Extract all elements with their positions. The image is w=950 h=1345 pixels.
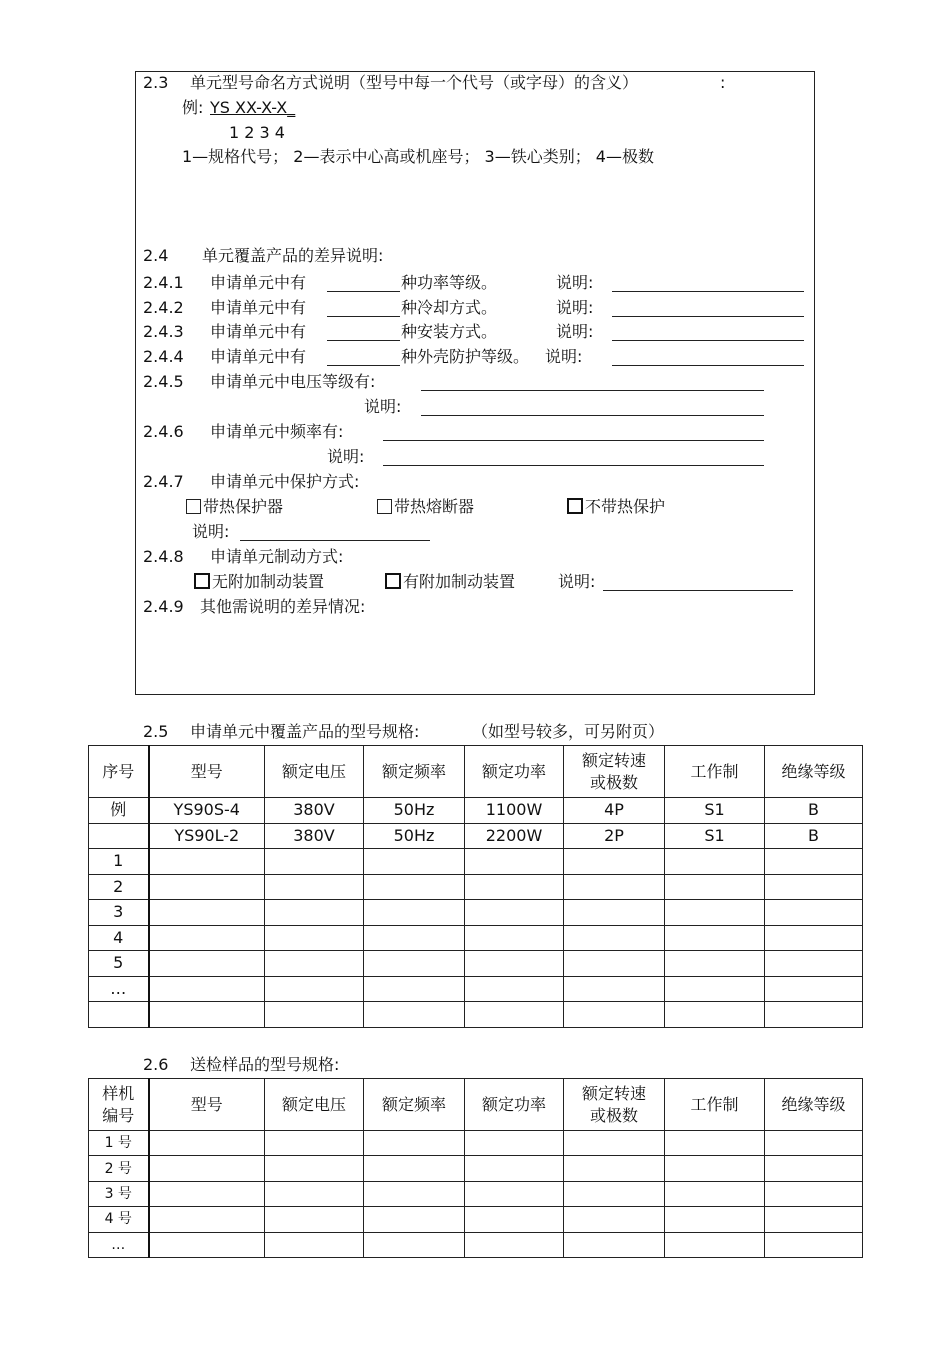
item-243-count-field[interactable] [327,340,400,341]
table-cell[interactable] [265,1181,364,1206]
table-cell[interactable] [564,849,665,875]
table-cell: YS90L-2 [149,823,265,849]
table-cell[interactable] [564,1156,665,1181]
s24-num: 2.4 [143,246,169,265]
item-242-count-field[interactable] [327,316,400,317]
table-row [89,1232,863,1257]
table-cell[interactable] [564,976,665,1002]
sample-spec-table [88,1078,863,1258]
item-245-num: 2.4.5 [143,372,184,391]
table-cell[interactable] [149,951,265,977]
row-index-cell: … [89,1232,149,1257]
table-cell[interactable] [465,849,564,875]
table-cell[interactable] [564,874,665,900]
table-cell[interactable] [364,1002,465,1028]
table-row [89,849,863,875]
table-cell: 1100W [465,798,564,824]
item-243-note-field[interactable] [612,340,804,341]
row-index-cell: 5 [89,951,149,977]
table-header-row [89,746,863,798]
table-cell[interactable] [149,1156,265,1181]
item-249-label: 其他需说明的差异情况: [200,597,366,616]
s26-title: 送检样品的型号规格: [190,1055,340,1074]
option-with-brake[interactable] [385,572,515,592]
item-247-note: 说明: [192,522,230,541]
item-249-num: 2.4.9 [143,597,184,616]
table-cell[interactable] [665,849,765,875]
table-cell[interactable] [364,874,465,900]
column-header: 额定功率 [465,746,564,798]
column-header: 额定频率 [364,746,465,798]
table-cell[interactable] [265,951,364,977]
option-no-brake-label: 无附加制动装置 [212,572,325,591]
checkbox-icon[interactable] [385,573,401,589]
s25-num: 2.5 [143,722,169,741]
item-245-label: 申请单元中电压等级有: [210,372,376,391]
row-index-cell: 2 号 [89,1156,149,1181]
table-cell[interactable] [364,900,465,926]
table-cell[interactable] [665,1156,765,1181]
column-header: 绝缘等级 [765,746,863,798]
item-243-tail: 种安装方式。 [401,322,498,341]
table-cell[interactable] [364,1181,465,1206]
table-cell[interactable] [265,976,364,1002]
table-cell[interactable] [564,1002,665,1028]
table-cell[interactable] [765,1002,863,1028]
item-243-lead: 申请单元中有 [210,322,307,341]
item-241-lead: 申请单元中有 [210,273,307,292]
table-cell: YS90S-4 [149,798,265,824]
table-cell[interactable] [465,976,564,1002]
column-header: 额定转速 或极数 [564,1079,665,1131]
item-246-frequency-field[interactable] [383,440,764,441]
table-cell[interactable] [265,1207,364,1232]
s23-num: 2.3 [143,73,169,92]
row-index-cell: … [89,976,149,1002]
table-row [89,874,863,900]
table-cell[interactable] [564,1131,665,1156]
table-cell[interactable] [465,1232,564,1257]
table-cell[interactable] [149,1207,265,1232]
table-cell: 50Hz [364,798,465,824]
table-cell[interactable] [665,874,765,900]
table-cell[interactable] [149,1232,265,1257]
row-index-cell[interactable] [89,1002,149,1028]
table-cell: 4P [564,798,665,824]
item-244-note-field[interactable] [612,365,804,366]
table-cell: S1 [665,798,765,824]
table-cell[interactable] [665,900,765,926]
table-row [89,951,863,977]
table-cell[interactable] [149,874,265,900]
table-cell[interactable] [465,1181,564,1206]
table-cell[interactable] [665,1232,765,1257]
table-cell[interactable] [265,900,364,926]
table-cell[interactable] [765,874,863,900]
row-index-cell: 1 号 [89,1131,149,1156]
s25-title: 申请单元中覆盖产品的型号规格: [190,722,420,741]
item-248-label: 申请单元制动方式: [210,547,344,566]
column-header: 额定电压 [265,1079,364,1131]
table-cell[interactable] [765,976,863,1002]
table-cell: 2P [564,823,665,849]
table-row [89,798,863,824]
checkbox-icon[interactable] [567,498,583,514]
s23-title: 单元型号命名方式说明（型号中每一个代号（或字母）的含义） [190,73,639,92]
item-246-note-field[interactable] [383,465,764,466]
table-cell[interactable] [364,925,465,951]
table-cell[interactable] [149,925,265,951]
column-header: 型号 [149,1079,265,1131]
s23-colon: : [720,73,726,92]
item-241-num: 2.4.1 [143,273,184,292]
row-index-cell: 例 [89,798,149,824]
table-cell: 380V [265,823,364,849]
option-with-brake-label: 有附加制动装置 [403,572,516,591]
table-cell[interactable] [765,1156,863,1181]
option-thermal-protector-label: 带热保护器 [203,497,284,516]
table-cell[interactable] [765,1131,863,1156]
table-cell[interactable] [564,925,665,951]
item-245-note-field[interactable] [421,415,764,416]
option-thermal-fuse[interactable] [377,497,474,517]
table-cell[interactable] [564,900,665,926]
table-cell[interactable] [149,1002,265,1028]
item-248-note-field[interactable] [603,590,793,591]
row-index-cell: 3 [89,900,149,926]
table-cell[interactable] [265,1156,364,1181]
table-row [89,1181,863,1206]
table-row [89,1207,863,1232]
column-header: 绝缘等级 [765,1079,863,1131]
table-cell[interactable] [665,1207,765,1232]
table-cell[interactable] [765,1232,863,1257]
table-cell[interactable] [364,1232,465,1257]
s23-legend: 1—规格代号； 2—表示中心高或机座号； 3—铁心类别； 4—极数 [182,147,654,166]
option-no-thermal-protection-label: 不带热保护 [585,497,666,516]
item-247-label: 申请单元中保护方式: [210,472,360,491]
item-242-num: 2.4.2 [143,298,184,317]
checkbox-icon[interactable] [377,499,392,514]
item-245-note: 说明: [364,397,402,416]
table-cell[interactable] [465,1002,564,1028]
table-cell[interactable] [364,1131,465,1156]
table-cell[interactable] [149,1181,265,1206]
table-cell: 50Hz [364,823,465,849]
s23-example-prefix: 例: [182,98,204,117]
table-cell[interactable] [765,1207,863,1232]
s24-title: 单元覆盖产品的差异说明: [202,246,384,265]
column-header: 额定功率 [465,1079,564,1131]
column-header: 样机 编号 [89,1079,149,1131]
column-header: 额定转速 或极数 [564,746,665,798]
table-cell[interactable] [665,1181,765,1206]
table-cell[interactable] [665,925,765,951]
table-cell: S1 [665,823,765,849]
table-cell[interactable] [465,1131,564,1156]
table-cell[interactable] [665,976,765,1002]
model-spec-table [88,745,863,1028]
table-cell[interactable] [265,1002,364,1028]
option-thermal-protector[interactable] [186,497,283,517]
table-cell[interactable] [665,1002,765,1028]
table-cell[interactable] [465,951,564,977]
table-cell: 2200W [465,823,564,849]
item-246-label: 申请单元中频率有: [210,422,344,441]
item-241-tail: 种功率等级。 [401,273,498,292]
s23-example-model: YS XX-X-X_ [210,98,296,117]
table-row [89,900,863,926]
table-cell[interactable] [364,1207,465,1232]
row-index-cell[interactable] [89,823,149,849]
column-header: 工作制 [665,746,765,798]
item-246-note: 说明: [327,447,365,466]
table-cell[interactable] [765,849,863,875]
item-244-lead: 申请单元中有 [210,347,307,366]
item-247-note-field[interactable] [240,540,430,541]
table-row [89,1131,863,1156]
row-index-cell: 4 号 [89,1207,149,1232]
item-241-note-field[interactable] [612,291,804,292]
table-cell[interactable] [265,1131,364,1156]
table-row [89,925,863,951]
table-cell: B [765,798,863,824]
table-cell: 380V [265,798,364,824]
table-cell[interactable] [364,849,465,875]
table-cell[interactable] [265,849,364,875]
s23-digits: 1 2 3 4 [229,123,285,142]
table-cell[interactable] [765,1181,863,1206]
item-244-num: 2.4.4 [143,347,184,366]
item-241-note: 说明: [556,273,594,292]
option-thermal-fuse-label: 带热熔断器 [394,497,475,516]
item-242-note: 说明: [556,298,594,317]
table-cell[interactable] [364,951,465,977]
column-header: 工作制 [665,1079,765,1131]
row-index-cell: 2 [89,874,149,900]
item-245-voltage-field[interactable] [421,390,764,391]
table-row [89,1002,863,1028]
table-cell[interactable] [465,900,564,926]
s26-num: 2.6 [143,1055,169,1074]
table-cell[interactable] [149,976,265,1002]
item-243-note: 说明: [556,322,594,341]
item-247-num: 2.4.7 [143,472,184,491]
item-242-tail: 种冷却方式。 [401,298,498,317]
table-cell: B [765,823,863,849]
item-248-note: 说明: [558,572,596,591]
column-header: 型号 [149,746,265,798]
item-246-num: 2.4.6 [143,422,184,441]
table-cell[interactable] [765,951,863,977]
table-cell[interactable] [765,925,863,951]
item-242-lead: 申请单元中有 [210,298,307,317]
table-cell[interactable] [364,1156,465,1181]
table-row [89,1156,863,1181]
table-cell[interactable] [465,1207,564,1232]
item-244-tail: 种外壳防护等级。 [401,347,530,366]
table-cell[interactable] [564,1232,665,1257]
row-index-cell: 3 号 [89,1181,149,1206]
table-row [89,976,863,1002]
column-header: 序号 [89,746,149,798]
table-cell[interactable] [465,925,564,951]
table-cell[interactable] [465,1156,564,1181]
option-no-brake[interactable] [194,572,324,592]
table-cell[interactable] [665,1131,765,1156]
table-header-row [89,1079,863,1131]
item-243-num: 2.4.3 [143,322,184,341]
item-244-note: 说明: [545,347,583,366]
table-cell[interactable] [564,1207,665,1232]
item-244-count-field[interactable] [327,365,400,366]
option-no-thermal-protection[interactable] [567,497,665,517]
table-cell[interactable] [465,874,564,900]
table-cell[interactable] [364,976,465,1002]
column-header: 额定频率 [364,1079,465,1131]
s25-aside: （如型号较多，可另附页） [472,722,665,741]
checkbox-icon[interactable] [186,499,201,514]
table-cell[interactable] [564,951,665,977]
item-242-note-field[interactable] [612,316,804,317]
table-cell[interactable] [564,1181,665,1206]
item-248-num: 2.4.8 [143,547,184,566]
table-cell[interactable] [265,925,364,951]
table-row [89,823,863,849]
row-index-cell: 4 [89,925,149,951]
table-cell[interactable] [149,849,265,875]
table-cell[interactable] [765,900,863,926]
table-cell[interactable] [149,1131,265,1156]
table-cell[interactable] [265,1232,364,1257]
checkbox-icon[interactable] [194,573,210,589]
item-241-count-field[interactable] [327,291,400,292]
column-header: 额定电压 [265,746,364,798]
table-cell[interactable] [665,951,765,977]
row-index-cell: 1 [89,849,149,875]
table-cell[interactable] [149,900,265,926]
table-cell[interactable] [265,874,364,900]
